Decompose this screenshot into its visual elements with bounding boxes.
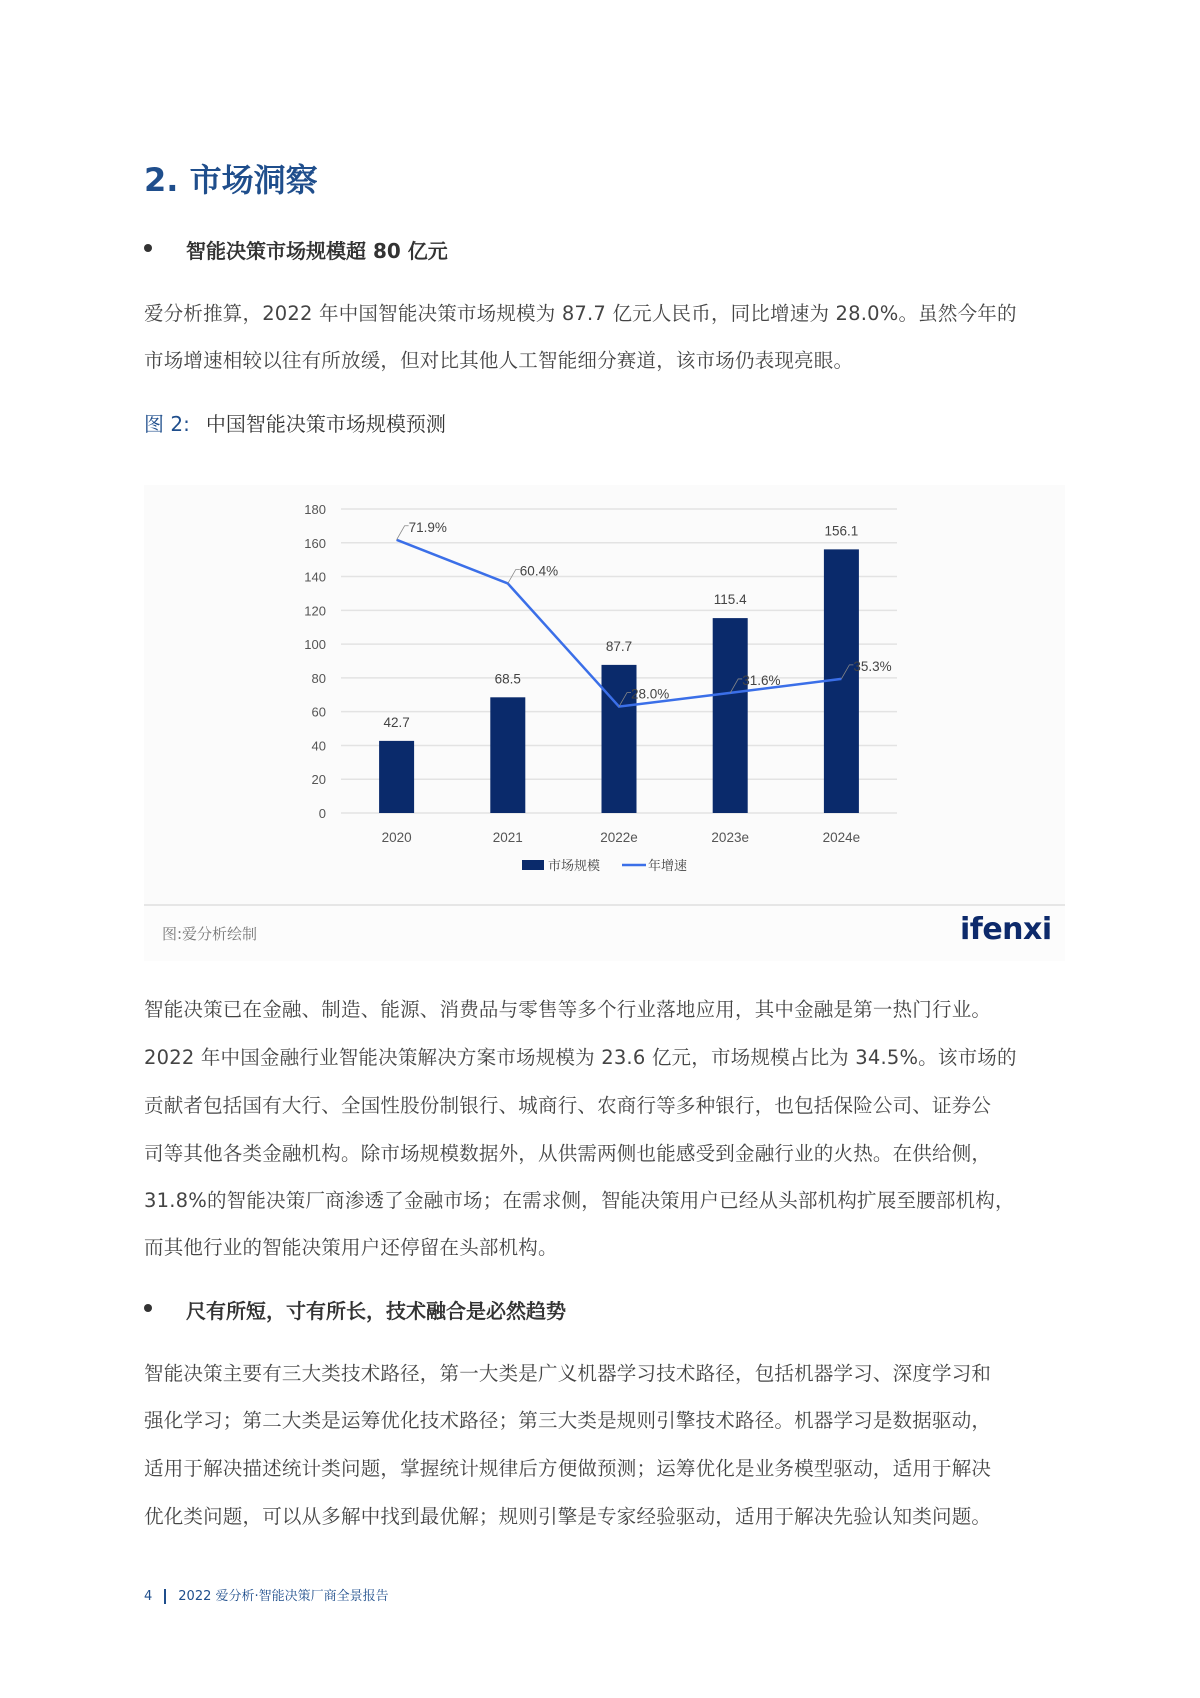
bar-value-label: 115.4 <box>713 592 747 608</box>
page-footer <box>144 1585 389 1604</box>
chart-container <box>144 485 1065 905</box>
growth-value-label: 60.4% <box>519 563 559 579</box>
y-tick-label: 60 <box>311 704 326 720</box>
footer-divider <box>164 1589 166 1604</box>
bar <box>713 618 748 813</box>
paragraph-line: 市场增速相较以往有所放缓，但对比其他人工智能细分赛道，该市场仍表现亮眼。 <box>144 349 854 372</box>
y-tick-label: 40 <box>311 738 326 754</box>
paragraph-line: 爱分析推算，2022 年中国智能决策市场规模为 87.7 亿元人民币，同比增速为 28.0%。虽然今年的 <box>144 302 1017 325</box>
x-tick-label: 2021 <box>492 830 523 845</box>
y-tick-label: 140 <box>304 569 326 585</box>
y-tick-label: 180 <box>304 502 326 517</box>
paragraph-line: 2022 年中国金融行业智能决策解决方案市场规模为 23.6 亿元，市场规模占比为 34.5%。该市场的 <box>144 1046 1017 1069</box>
paragraph-line: 贡献者包括国有大行、全国性股份制银行、城商行、农商行等多种银行，也包括保险公司、证券公 <box>144 1094 992 1117</box>
growth-value-label: 71.9% <box>408 519 447 535</box>
y-tick-label: 0 <box>318 806 326 821</box>
growth-value-label: 28.0% <box>631 686 670 702</box>
bar <box>490 697 525 813</box>
bar-line-chart <box>144 485 1065 905</box>
legend-label-line: 年增速 <box>648 858 688 873</box>
footer-title: 2022 爱分析·智能决策厂商全景报告 <box>178 1589 389 1604</box>
x-tick-label: 2020 <box>381 830 412 845</box>
section-title: 2. 市场洞察 <box>144 161 318 199</box>
paragraph-line: 优化类问题，可以从多解中找到最优解；规则引擎是专家经验驱动，适用于解决先验认知类问题。 <box>144 1505 992 1528</box>
ifenxi-logo: ifenxi <box>960 912 1052 947</box>
bar-value-label: 68.5 <box>494 671 521 687</box>
paragraph-line: 智能决策主要有三大类技术路径，第一大类是广义机器学习技术路径，包括机器学习、深度学习和 <box>144 1362 992 1385</box>
figure-title: 中国智能决策市场规模预测 <box>205 412 446 436</box>
legend <box>522 858 687 873</box>
source-bar <box>144 906 1065 961</box>
paragraph-line: 31.8%的智能决策厂商渗透了金融市场；在需求侧，智能决策用户已经从头部机构扩展至腰部机构， <box>144 1189 1015 1212</box>
bullet-heading: 尺有所短，寸有所长，技术融合是必然趋势 <box>186 1299 566 1323</box>
y-tick-label: 120 <box>304 603 326 619</box>
leader-line <box>397 526 409 540</box>
paragraph-line: 智能决策已在金融、制造、能源、消费品与零售等多个行业落地应用，其中金融是第一热门行业。 <box>144 998 992 1021</box>
legend-label-bar: 市场规模 <box>548 858 601 873</box>
bullet-dot <box>144 1304 152 1312</box>
figure-source: 图:爱分析绘制 <box>162 925 258 943</box>
paragraph-line: 适用于解决描述统计类问题，掌握统计规律后方便做预测；运筹优化是业务模型驱动，适用于解决 <box>144 1457 992 1480</box>
x-tick-label: 2023e <box>711 830 749 845</box>
x-tick-label: 2024e <box>822 830 861 845</box>
bar-value-label: 156.1 <box>824 523 859 539</box>
y-tick-label: 160 <box>304 535 326 551</box>
x-tick-label: 2022e <box>600 830 638 845</box>
bullet-heading: 智能决策市场规模超 80 亿元 <box>186 239 448 263</box>
bar-value-label: 42.7 <box>383 714 410 730</box>
bar-value-label: 87.7 <box>605 638 633 654</box>
y-tick-label: 20 <box>311 772 326 788</box>
figure-number: 图 2: <box>144 412 190 436</box>
page-number: 4 <box>144 1589 153 1604</box>
bullet-dot <box>144 244 152 252</box>
paragraph-line: 强化学习；第二大类是运筹优化技术路径；第三大类是规则引擎技术路径。机器学习是数据驱动， <box>144 1409 992 1432</box>
figure-caption <box>144 408 446 437</box>
paragraph-line: 而其他行业的智能决策用户还停留在头部机构。 <box>144 1236 558 1259</box>
growth-value-label: 35.3% <box>853 658 892 674</box>
paragraph-line: 司等其他各类金融机构。除市场规模数据外，从供需两侧也能感受到金融行业的火热。在供给侧， <box>144 1142 992 1165</box>
y-tick-label: 80 <box>311 670 326 686</box>
legend-swatch-bar <box>522 860 544 870</box>
y-tick-label: 100 <box>304 637 326 653</box>
growth-value-label: 31.6% <box>742 672 781 688</box>
bar <box>379 741 414 813</box>
